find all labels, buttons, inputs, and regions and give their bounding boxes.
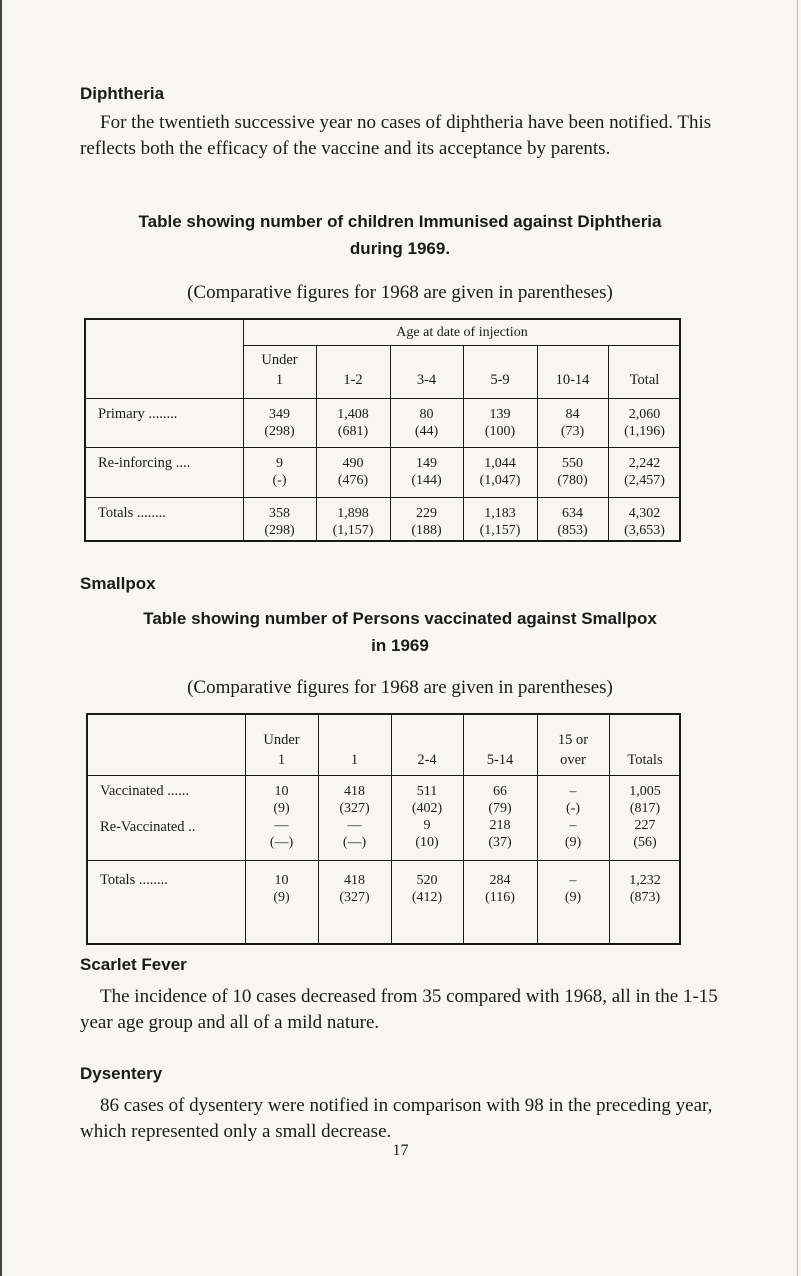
table-cell bbox=[537, 455, 608, 489]
table-cell-line: (1,196) bbox=[624, 424, 665, 439]
table-cell-line: 9 bbox=[423, 818, 431, 833]
table-cell-line: (853) bbox=[557, 523, 588, 538]
smallpox-table-note: (Comparative figures for 1968 are given in parentheses) bbox=[187, 677, 613, 698]
column-header-line1 bbox=[463, 732, 537, 749]
table-cell-line: (327) bbox=[339, 890, 370, 905]
page-number: 17 bbox=[392, 1142, 409, 1159]
table-cell-line: 9 bbox=[276, 456, 283, 471]
table-cell-line: 1,183 bbox=[484, 506, 516, 521]
smallpox-table-caption bbox=[70, 605, 730, 659]
column-header-line1 bbox=[608, 352, 681, 369]
table-cell-line: 1,408 bbox=[337, 407, 369, 422]
row-label: Primary ........ bbox=[98, 406, 178, 422]
column-header bbox=[318, 732, 391, 769]
table-cell-line: 66 bbox=[493, 784, 507, 799]
table-cell bbox=[537, 783, 609, 851]
table-cell bbox=[537, 872, 609, 906]
table-cell bbox=[245, 872, 318, 906]
table-cell-line: 1,044 bbox=[484, 456, 516, 471]
column-header bbox=[391, 732, 463, 769]
table-cell bbox=[316, 406, 390, 440]
table-cell-line: (-) bbox=[566, 801, 580, 816]
table-cell bbox=[463, 455, 537, 489]
group-header-rule bbox=[243, 345, 681, 346]
table-cell-line: 10 bbox=[274, 784, 289, 799]
row-rule bbox=[84, 497, 681, 498]
row-label: Re-inforcing .... bbox=[98, 455, 191, 471]
table-cell-line: 511 bbox=[416, 784, 438, 799]
column-header-line2: 3-4 bbox=[416, 372, 437, 388]
table-cell-line: – bbox=[569, 784, 577, 799]
row-label: Re-Vaccinated .. bbox=[100, 819, 196, 835]
row-rule bbox=[84, 447, 681, 448]
table-cell-line: (402) bbox=[411, 801, 443, 816]
table-cell-line: – bbox=[569, 818, 577, 833]
table-cell bbox=[609, 872, 681, 906]
column-header-line1: Under bbox=[263, 732, 300, 748]
table-cell bbox=[609, 783, 681, 851]
column-header-line2: 2-4 bbox=[417, 752, 437, 768]
table-cell-line: (9) bbox=[564, 890, 582, 905]
table-cell-line: (—) bbox=[342, 835, 367, 850]
table-cell-line: 218 bbox=[489, 818, 511, 833]
table-cell-line: (188) bbox=[411, 523, 442, 538]
column-header bbox=[243, 352, 316, 389]
diphtheria-table-caption bbox=[70, 208, 730, 262]
table-cell bbox=[318, 872, 391, 906]
table-left-rule bbox=[86, 713, 88, 943]
table-cell bbox=[390, 455, 463, 489]
column-header-line2: 1-2 bbox=[343, 372, 363, 388]
header-bottom-rule bbox=[86, 775, 681, 776]
table-cell-line: (873) bbox=[629, 890, 661, 905]
table-cell-line: (681) bbox=[337, 424, 369, 439]
caption-line: Table showing number of children Immunised against Diphtheria bbox=[138, 212, 662, 231]
caption-line: during 1969. bbox=[349, 239, 451, 258]
column-header-line2: 5-14 bbox=[486, 752, 514, 768]
table-cell bbox=[608, 505, 681, 539]
table-top-rule bbox=[86, 713, 681, 715]
table-cell bbox=[391, 872, 463, 906]
column-header-line2: 1 bbox=[350, 752, 359, 768]
table-cell-line: (9) bbox=[273, 890, 290, 905]
table-cell bbox=[390, 505, 463, 539]
table-cell-line: 284 bbox=[489, 873, 511, 888]
column-header bbox=[537, 732, 609, 769]
table-cell-line: (476) bbox=[337, 473, 369, 488]
table-cell-line: (817) bbox=[629, 801, 661, 816]
diphtheria-paragraph: For the twentieth successive year no cases of diphtheria have been notified. This reflects both the efficacy of the vaccine and its acceptance by parents. bbox=[80, 112, 712, 159]
section-heading-scarlet-fever: Scarlet Fever bbox=[80, 955, 187, 974]
section-heading-smallpox: Smallpox bbox=[80, 574, 156, 593]
table-cell-line: 418 bbox=[344, 873, 365, 888]
table-cell-line: (298) bbox=[264, 523, 295, 538]
table-cell-line: (1,157) bbox=[332, 523, 374, 538]
table-cell-line: 349 bbox=[269, 407, 290, 422]
column-header-line2: 5-9 bbox=[490, 372, 510, 388]
column-header bbox=[316, 352, 390, 389]
table-cell-line: 227 bbox=[634, 818, 656, 833]
column-header bbox=[537, 352, 608, 389]
table-cell-line: (298) bbox=[264, 424, 295, 439]
table-cell-line: (9) bbox=[273, 801, 290, 816]
table-cell-line: (9) bbox=[564, 835, 582, 850]
table-cell-line: 550 bbox=[562, 456, 583, 471]
table-cell bbox=[463, 505, 537, 539]
table-cell-line: 10 bbox=[274, 873, 289, 888]
age-group-header bbox=[243, 324, 681, 341]
column-header bbox=[245, 732, 318, 769]
column-header-line2: Totals bbox=[627, 752, 663, 768]
table-cell-line: (44) bbox=[414, 424, 439, 439]
table-cell bbox=[243, 406, 316, 440]
table-cell bbox=[245, 783, 318, 851]
table-cell-line: (3,653) bbox=[624, 523, 665, 538]
age-group-header-line: Age at date of injection bbox=[396, 325, 528, 340]
dysentery-paragraph: 86 cases of dysentery were notified in comparison with 98 in the preceding year, which represented only a small decrease. bbox=[80, 1095, 713, 1142]
table-cell-line: (10) bbox=[415, 835, 439, 850]
section-heading-diphtheria: Diphtheria bbox=[80, 84, 165, 103]
caption-line: Table showing number of Persons vaccinated against Smallpox bbox=[143, 609, 657, 628]
column-header bbox=[609, 732, 681, 769]
table-cell-line: 2,060 bbox=[628, 407, 661, 422]
column-header-line1: 15 or bbox=[557, 732, 589, 748]
table-left-rule bbox=[84, 318, 86, 540]
table-cell bbox=[318, 783, 391, 851]
table-cell-line: 358 bbox=[269, 506, 290, 521]
table-cell-line: (1,157) bbox=[479, 523, 521, 538]
table-bottom-rule bbox=[84, 540, 681, 542]
table-cell-line: (144) bbox=[411, 473, 442, 488]
table-cell-line: 2,242 bbox=[628, 456, 661, 471]
column-header-line2: 1 bbox=[275, 372, 284, 388]
table-cell-line: 229 bbox=[416, 506, 437, 521]
table-cell-line: (412) bbox=[411, 890, 443, 905]
column-header-line1: Under bbox=[261, 352, 298, 368]
column-header-line2: over bbox=[560, 752, 586, 768]
row-rule bbox=[86, 860, 681, 861]
table-cell-line: (37) bbox=[488, 835, 512, 850]
row-label: Totals ........ bbox=[98, 505, 166, 521]
table-cell-line: 80 bbox=[419, 407, 434, 422]
column-header bbox=[463, 732, 537, 769]
table-cell-line: 149 bbox=[416, 456, 437, 471]
column-header-line2: Total bbox=[629, 372, 660, 388]
table-cell-line: 418 bbox=[344, 784, 365, 799]
column-header-line1 bbox=[609, 732, 681, 749]
table-cell-line: (—) bbox=[269, 835, 294, 850]
column-header-line1 bbox=[537, 352, 608, 369]
table-cell-line: – bbox=[569, 873, 577, 888]
row-label: Totals ........ bbox=[100, 872, 168, 888]
table-cell bbox=[463, 872, 537, 906]
table-cell-line: 490 bbox=[342, 456, 364, 471]
table-cell bbox=[608, 455, 681, 489]
table-cell bbox=[391, 783, 463, 851]
table-cell-line: (2,457) bbox=[624, 473, 665, 488]
column-header-line1 bbox=[316, 352, 390, 369]
table-cell-line: (73) bbox=[560, 424, 585, 439]
table-cell-line: 634 bbox=[562, 506, 583, 521]
table-cell bbox=[316, 455, 390, 489]
table-cell bbox=[463, 406, 537, 440]
column-header bbox=[463, 352, 537, 389]
table-cell-line: (1,047) bbox=[479, 473, 521, 488]
table-cell-line: 1,898 bbox=[337, 506, 369, 521]
table-cell-line: 1,232 bbox=[629, 873, 661, 888]
table-cell-line: 4,302 bbox=[628, 506, 661, 521]
table-cell-line: (56) bbox=[633, 835, 657, 850]
column-header-line1 bbox=[390, 352, 463, 369]
table-cell-line: (116) bbox=[485, 890, 515, 905]
section-heading-dysentery: Dysentery bbox=[80, 1064, 163, 1083]
table-cell bbox=[463, 783, 537, 851]
table-cell bbox=[243, 505, 316, 539]
column-header-line1 bbox=[318, 732, 391, 749]
scarlet-fever-paragraph: The incidence of 10 cases decreased from 35 compared with 1968, all in the 1-15 year age group and all of a mild nature. bbox=[80, 986, 718, 1033]
table-cell-line: 520 bbox=[416, 873, 438, 888]
table-cell-line: (79) bbox=[488, 801, 512, 816]
table-cell-line: (327) bbox=[339, 801, 370, 816]
table-cell bbox=[537, 406, 608, 440]
header-bottom-rule bbox=[84, 398, 681, 399]
column-header-line1 bbox=[391, 732, 463, 749]
table-cell bbox=[608, 406, 681, 440]
table-bottom-rule bbox=[86, 943, 681, 945]
table-cell bbox=[243, 455, 316, 489]
table-cell-line: 1,005 bbox=[629, 784, 661, 799]
table-cell-line: (-) bbox=[272, 473, 287, 488]
table-cell bbox=[316, 505, 390, 539]
table-top-rule bbox=[84, 318, 681, 320]
column-header-line2: 10-14 bbox=[555, 372, 590, 388]
column-header bbox=[608, 352, 681, 389]
column-header-line1 bbox=[463, 352, 537, 369]
caption-line: in 1969 bbox=[371, 636, 429, 655]
diphtheria-table-note: (Comparative figures for 1968 are given in parentheses) bbox=[187, 282, 613, 303]
row-label: Vaccinated ...... bbox=[100, 783, 189, 799]
table-cell bbox=[390, 406, 463, 440]
table-cell-line: 84 bbox=[565, 407, 580, 422]
table-cell-line: 139 bbox=[489, 407, 511, 422]
table-cell bbox=[537, 505, 608, 539]
table-cell-line: — bbox=[347, 818, 362, 833]
scan-edge bbox=[0, 0, 2, 1276]
table-cell-line: — bbox=[274, 818, 289, 833]
table-cell-line: (780) bbox=[557, 473, 588, 488]
column-header bbox=[390, 352, 463, 389]
table-cell-line: (100) bbox=[484, 424, 516, 439]
scan-edge-right bbox=[797, 0, 798, 1276]
column-header-line2: 1 bbox=[277, 752, 286, 768]
